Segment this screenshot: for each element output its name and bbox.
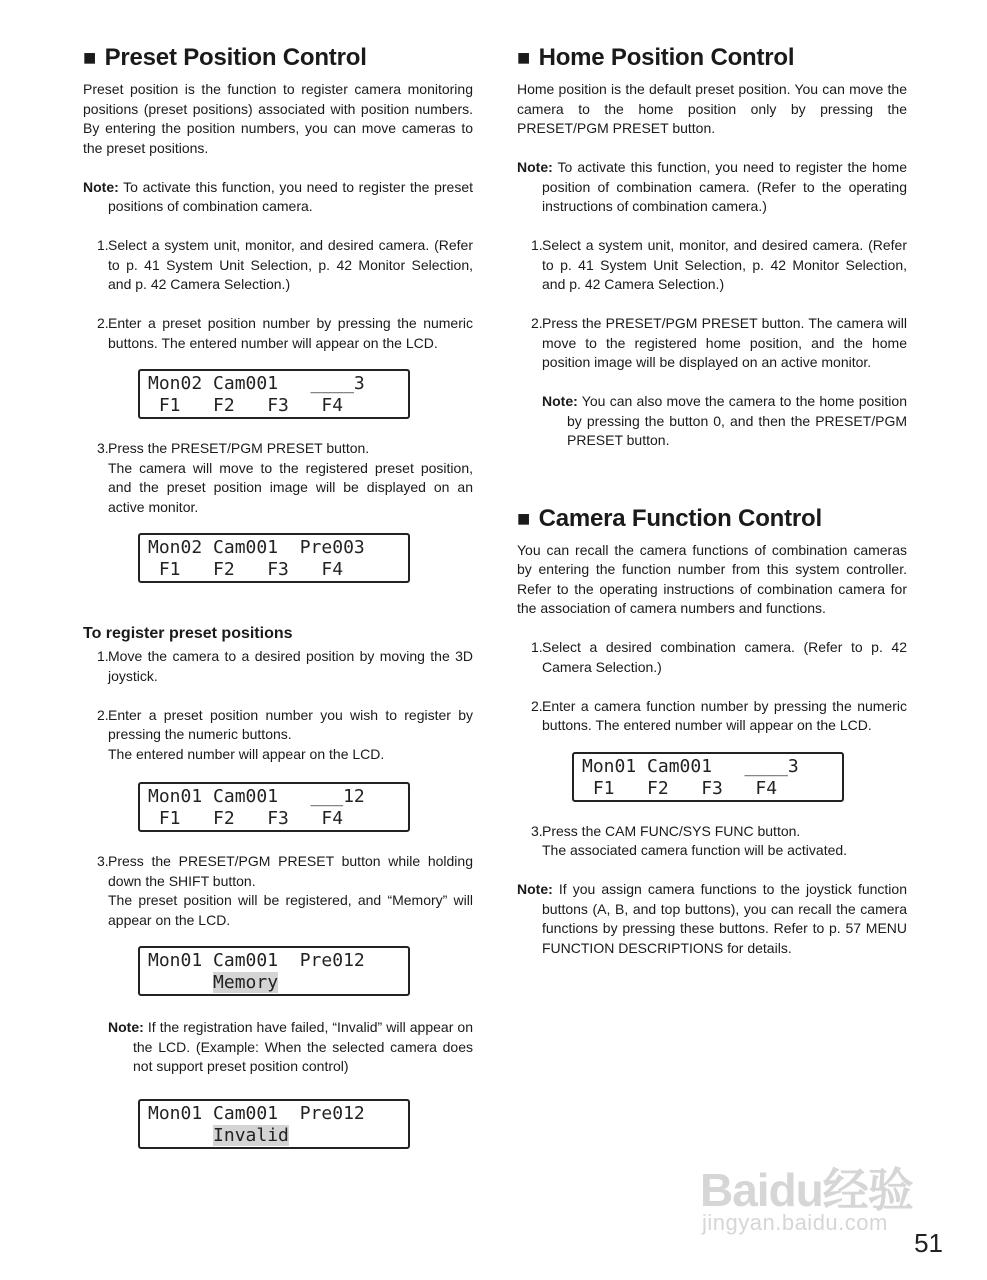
home-note: Note: To activate this function, you need to register the home position of combination camera. (Refer to the operating instructions of combination camera.): [517, 159, 907, 214]
camfunc-note: Note: If you assign camera functions to the joystick function buttons (A, B, and top buttons), you can recall the camera functions by pressing these buttons. Refer to p. 57 MENU FUNCTION DESCRIPTIONS for details.: [517, 881, 907, 956]
camfunc-intro: You can recall the camera functions of combination cameras by entering the function number from this system controller. Refer to the operating instructions of combination camera for the association of camera numbers and functions.: [517, 541, 907, 616]
preset-step-2: 2. Enter a preset position number by pressing the numeric buttons. The entered number will appear on the LCD.: [97, 315, 473, 351]
home-step-1: 1. Select a system unit, monitor, and desired camera. (Refer to p. 41 System Unit Selection, p. 42 Monitor Selection, and p. 42 Camera Selection.): [531, 237, 907, 292]
lcd-display: Mon01 Cam001 Pre012 Invalid: [138, 1099, 410, 1149]
register-step-2: 2. Enter a preset position number you wish to register by pressing the numeric buttons. The entered number will appear on the LCD.: [97, 706, 473, 762]
heading-marker: ■: [83, 45, 97, 70]
lcd-display: Mon02 Cam001 Pre003 F1 F2 F3 F4: [138, 533, 410, 583]
watermark-url: jingyan.baidu.com: [702, 1210, 888, 1235]
camfunc-step-2: 2. Enter a camera function number by pressing the numeric buttons. The entered number will appear on the LCD.: [531, 697, 907, 733]
lcd-display: Mon01 Cam001 ___12 F1 F2 F3 F4: [138, 782, 410, 832]
lcd-display: Mon02 Cam001 ____3 F1 F2 F3 F4: [138, 369, 410, 419]
register-step-1: 1. Move the camera to a desired position by moving the 3D joystick.: [97, 648, 473, 684]
lcd-invalid-text: Invalid: [213, 1124, 289, 1146]
watermark-logo: Baidu经验: [700, 1164, 913, 1216]
home-step-2: 2. Press the PRESET/PGM PRESET button. The camera will move to the registered home position, and the home position image will be displayed on an active monitor.: [531, 315, 907, 370]
section-title-camera-function: ■ Camera Function Control: [517, 504, 822, 532]
lcd-display: Mon01 Cam001 ____3 F1 F2 F3 F4: [572, 752, 844, 802]
register-step-3: 3. Press the PRESET/PGM PRESET button while holding down the SHIFT button. The preset position will be registered, and “Memory” will appear on the LCD.: [97, 853, 473, 928]
right-column: [517, 44, 907, 958]
watermark: [700, 1132, 940, 1242]
camfunc-step-3: 3. Press the CAM FUNC/SYS FUNC button. The associated camera function will be activated.: [531, 822, 848, 858]
section-title-home: ■ Home Position Control: [517, 44, 795, 71]
lcd-memory-text: Memory: [213, 972, 279, 993]
preset-step-3: 3. Press the PRESET/PGM PRESET button. The camera will move to the registered preset position, and the preset position image will be displayed on an active monitor.: [97, 440, 473, 515]
preset-note: Note: To activate this function, you need to register the preset positions of combination camera.: [83, 178, 473, 214]
home-intro: Home position is the default preset position. You can move the camera to the home position only by pressing the PRESET/PGM PRESET button.: [517, 81, 907, 136]
heading-marker: ■: [517, 45, 531, 70]
page-number: 51: [914, 1228, 943, 1258]
camfunc-step-1: 1. Select a desired combination camera. (Refer to p. 42 Camera Selection.): [531, 639, 907, 675]
register-note: Note: If the registration have failed, “Invalid” will appear on the LCD. (Example: When the selected camera does not support preset position control): [108, 1019, 473, 1074]
preset-intro: Preset position is the function to register camera monitoring positions (preset positions) associated with position numbers. By entering the position numbers, you can move cameras to the preset positions.: [83, 81, 473, 156]
register-title: To register preset positions: [83, 625, 293, 642]
left-column: [83, 44, 473, 1149]
heading-marker: ■: [517, 505, 531, 531]
preset-step-1: 1. Select a system unit, monitor, and desired camera. (Refer to p. 41 System Unit Selection, p. 42 Monitor Selection, and p. 42 Camera Selection.): [97, 237, 473, 292]
section-title-preset: ■ Preset Position Control: [83, 44, 367, 71]
home-subnote: Note: You can also move the camera to the home position by pressing the button 0, and then the PRESET/PGM PRESET button.: [542, 393, 907, 448]
lcd-display: Mon01 Cam001 Pre012 Memory: [138, 946, 410, 996]
